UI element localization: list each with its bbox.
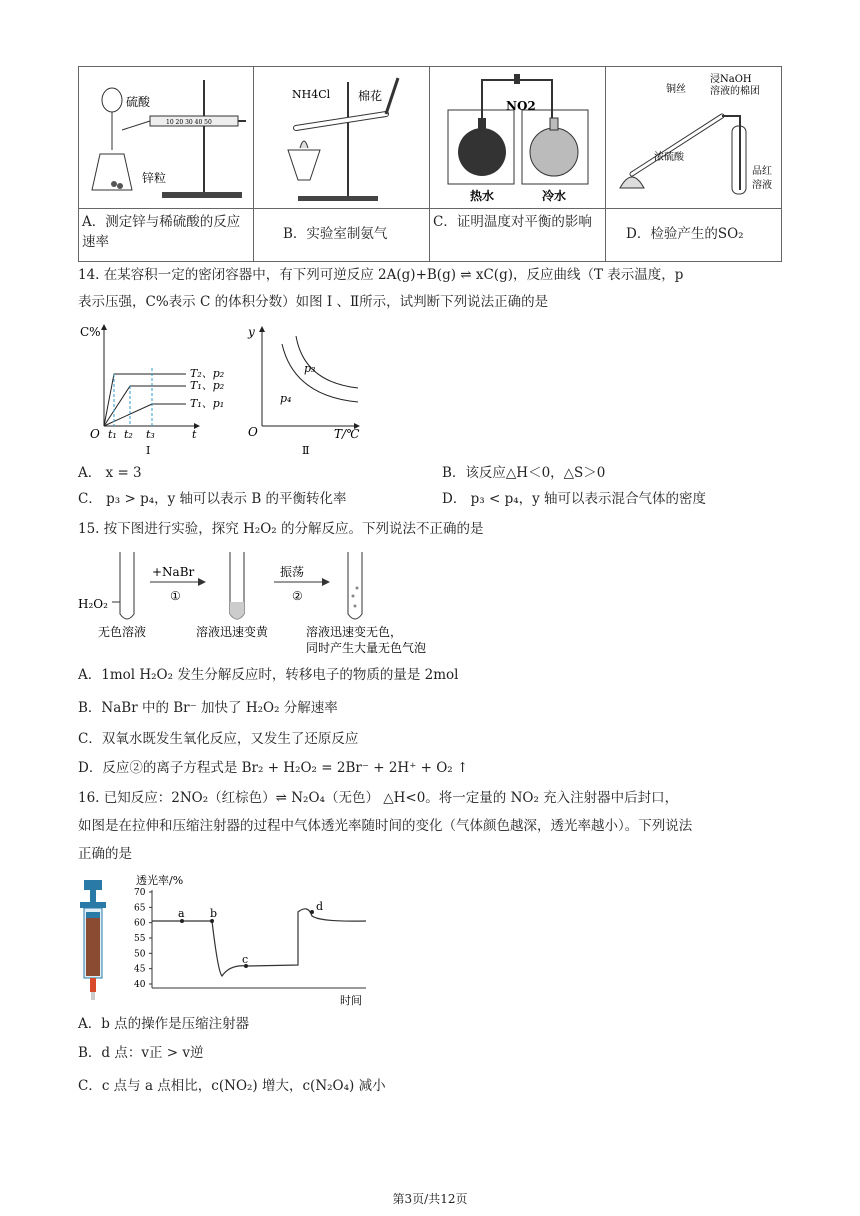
q15-tube3-line2: 同时产生大量无色气泡 — [306, 641, 427, 655]
q15-tube1-label: 无色溶液 — [98, 625, 147, 639]
chart-ytick-label: 70 — [134, 888, 146, 898]
q14-option-d[interactable]: D． p₃ < p₄，y 轴可以表示混合气体的密度 — [442, 491, 707, 507]
c-hot-label: 热水 — [470, 189, 495, 203]
d-cotton-label: 浸NaOH — [710, 74, 752, 85]
graph1-tick-t3: t₃ — [146, 428, 155, 441]
q15-option-a[interactable]: A．1mol H₂O₂ 发生分解反应时，转移电子的物质的量是 2mol — [78, 667, 459, 683]
a-zinc-label: 锌粒 — [142, 171, 167, 185]
q14-stem-line2: 表示压强，C%表示 C 的体积分数）如图 Ⅰ 、Ⅱ所示，试判断下列说法正确的是 — [78, 294, 549, 310]
q16-stem-line3: 正确的是 — [78, 846, 132, 862]
chart-ytick-label: 65 — [134, 903, 146, 914]
q16-option-c[interactable]: C．c 点与 a 点相比，c(NO₂) 增大，c(N₂O₄) 减小 — [78, 1078, 386, 1094]
graph1-curve-1: T₂、p₂ — [190, 367, 225, 380]
q15-figure — [78, 548, 478, 658]
apparatus-d-figure — [610, 70, 778, 206]
apparatus-a-figure — [82, 70, 250, 206]
page-footer: 第3页/共12页 — [392, 1192, 468, 1206]
graph2-caption: Ⅱ — [302, 444, 310, 457]
q15-h2o2-label: H₂O₂ — [78, 597, 108, 611]
q15-step2-num: ② — [292, 589, 303, 603]
graph2-curve-p3: p₃ — [304, 362, 316, 375]
graph1-curve-2: T₁、p₂ — [190, 379, 225, 392]
q15-step2-label: 振荡 — [280, 565, 305, 579]
q14-stem-line1: 14. 在某容积一定的密闭容器中，有下列可逆反应 2A(g)+B(g) ⇌ xC(g)，反应曲线（T 表示温度，p — [78, 267, 684, 283]
point-a-label: a — [178, 907, 185, 920]
q14-option-c[interactable]: C． p₃ > p₄，y 轴可以表示 B 的平衡转化率 — [78, 491, 347, 507]
c-gas-label: NO2 — [506, 99, 536, 113]
q16-stem-line1: 16. 已知反应：2NO₂（红棕色）⇌ N₂O₄（无色） △H<0。将一定量的 NO₂ 充入注射器中后封口， — [78, 790, 679, 806]
apparatus-c-figure — [434, 70, 602, 206]
q15-tube3-line1: 溶液迅速变无色， — [306, 625, 403, 639]
d-dye-label: 品红 — [752, 166, 772, 177]
q14-graph-1 — [78, 322, 228, 458]
q15-option-c[interactable]: C．双氧水既发生氧化反应，又发生了还原反应 — [78, 731, 359, 747]
chart-ytick-label: 50 — [134, 949, 146, 960]
q15-tube2-label: 溶液迅速变黄 — [196, 625, 269, 639]
apparatus-b-figure — [258, 70, 426, 206]
q16-option-a[interactable]: A．b 点的操作是压缩注射器 — [78, 1016, 250, 1032]
graph2-curve-p4: p₄ — [280, 392, 292, 405]
graph2-ylabel: y — [248, 325, 255, 339]
q16-option-b[interactable]: B．d 点：v正 > v逆 — [78, 1045, 204, 1061]
graph1-tick-t: t — [192, 428, 197, 441]
b-cotton-label: 棉花 — [358, 89, 383, 103]
chart-ytick-label: 45 — [134, 964, 146, 975]
chart-xlabel: 时间 — [340, 994, 362, 1007]
q16-stem-line2: 如图是在拉伸和压缩注射器的过程中气体透光率随时间的变化（气体颜色越深，透光率越小）。下列说法 — [78, 818, 693, 834]
q16-transmittance-chart — [126, 872, 376, 1008]
d-cotton-label-2: 溶液的棉团 — [710, 86, 760, 97]
q13-option-d[interactable]: D．检验产生的SO₂ — [626, 226, 744, 242]
q15-stem: 15. 按下图进行实验，探究 H₂O₂ 的分解反应。下列说法不正确的是 — [78, 521, 484, 537]
graph1-caption: Ⅰ — [146, 444, 151, 457]
q14-option-a[interactable]: A． x = 3 — [78, 465, 142, 481]
chart-ytick-label: 60 — [134, 918, 146, 929]
q15-option-d[interactable]: D．反应②的离子方程式是 Br₂ + H₂O₂ = 2Br⁻ + 2H⁺ + O₂ ↑ — [78, 760, 469, 776]
graph1-tick-t2: t₂ — [124, 428, 133, 441]
q15-step1-label: +NaBr — [152, 565, 195, 579]
b-salt-label: NH4Cl — [292, 88, 331, 101]
chart-ylabel: 透光率/% — [136, 874, 184, 887]
point-d-label: d — [316, 900, 324, 913]
graph2-xlabel: T/℃ — [334, 427, 360, 441]
graph1-curve-3: T₁、p₁ — [190, 397, 225, 410]
syringe-figure — [78, 878, 108, 1006]
q13-table — [78, 66, 782, 262]
point-c-label: c — [242, 953, 249, 966]
q15-option-b[interactable]: B．NaBr 中的 Br⁻ 加快了 H₂O₂ 分解速率 — [78, 700, 338, 716]
c-cold-label: 冷水 — [542, 189, 567, 203]
graph2-origin: O — [248, 425, 258, 439]
q13-option-b[interactable]: B．实验室制氨气 — [283, 226, 388, 242]
graph1-ylabel: C% — [80, 325, 101, 339]
q13-option-a[interactable]: A．测定锌与稀硫酸的反应速率 — [82, 214, 241, 250]
q15-step1-num: ① — [170, 589, 181, 603]
d-wire-label: 铜丝 — [666, 84, 686, 95]
chart-ytick-label: 40 — [134, 980, 146, 990]
a-acid-label: 硫酸 — [126, 95, 151, 109]
q14-graph-2 — [246, 322, 366, 458]
d-acid-label: 浓硫酸 — [654, 152, 684, 163]
point-b-label: b — [210, 907, 218, 920]
graph1-tick-origin: O — [90, 427, 100, 441]
a-scale-label: 10 20 30 40 50 — [166, 119, 212, 126]
d-dye-label-2: 溶液 — [752, 180, 772, 191]
graph1-tick-t1: t₁ — [108, 428, 117, 441]
chart-ytick-label: 55 — [134, 934, 146, 944]
q13-option-c[interactable]: C．证明温度对平衡的影响 — [433, 214, 592, 230]
q14-option-b[interactable]: B．该反应△H＜0，△S＞0 — [442, 465, 606, 481]
